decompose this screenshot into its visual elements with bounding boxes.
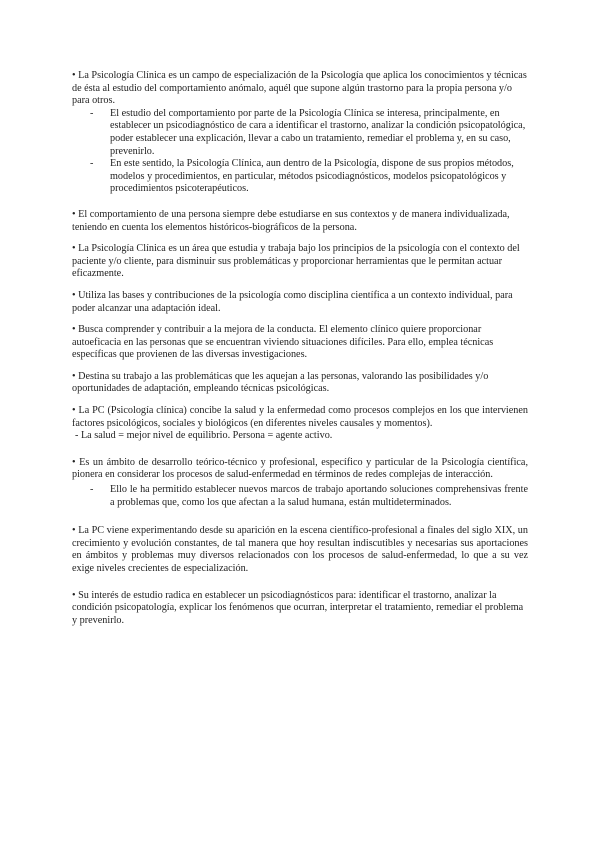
paragraph-3 [72, 243, 528, 281]
list-item-text: En este sentido, la Psicología Clínica, aun dentro de la Psicología, dispone de sus propios métodos, modelos y procedimientos, en particular, métodos psicodiagnósticos, modelos psicopatológicos y procedimientos psicoterapéuticos. [110, 158, 514, 195]
paragraph-text: • Destina su trabajo a las problemáticas que les aquejan a las personas, valorando las posibilidades y/o oportunidades de adaptación, empleando técnicas psicológicas. [72, 370, 489, 395]
paragraph-subline: - La salud = mejor nivel de equilibrio. Persona = agente activo. [75, 430, 333, 442]
dash-marker: - [90, 107, 94, 119]
paragraph-4 [72, 290, 528, 315]
paragraph-10 [72, 590, 528, 628]
paragraph-9 [72, 525, 528, 575]
list-item [72, 484, 528, 509]
sublist-2 [72, 484, 528, 509]
paragraph-text: • Busca comprender y contribuir a la mejora de la conducta. El elemento clínico quiere proporcionar autoeficacia en las personas que se encuentran viviendo situaciones difíciles. Para ello, emplea técnicas específicas que provienen de las diversas investigaciones. [72, 324, 494, 361]
paragraph-text: • Es un ámbito de desarrollo teórico-técnico y profesional, específico y particular de la Psicología científica, pionera en considerar los procesos de salud-enfermedad en términos de redes complejas de interacción. [72, 456, 528, 481]
paragraph-text: • La Psicología Clínica es un campo de especialización de la Psicología que aplica los conocimientos y técnicas de ésta al estudio del comportamiento anómalo, aquél que supone algún trastorno para la propia persona y/o para otros. [72, 70, 527, 107]
dash-marker: - [90, 484, 94, 496]
paragraph-1 [72, 70, 528, 108]
paragraph-8 [72, 457, 528, 482]
paragraph-text: • La PC viene experimentando desde su aparición en la escena científico-profesional a finales del siglo XIX, un crecimiento y evolución constantes, de tal manera que hoy resultan indiscutibles y necesarias sus aportaciones en ámbitos y problemas muy diversos relacionados con los procesos de salud-enfermedad, lo que a su vez exige niveles crecientes de especialización. [72, 525, 528, 574]
document-content [72, 70, 528, 636]
paragraph-text: • La PC (Psicología clínica) concibe la salud y la enfermedad como procesos complejos en los que intervienen factores psicológicos, sociales y biológicos (en diferentes niveles causales y momentos). [72, 405, 528, 429]
paragraph-7 [72, 405, 528, 443]
paragraph-text: • El comportamiento de una persona siempre debe estudiarse en sus contextos y de manera individualizada, teniendo en cuenta los elementos históricos-biográficos de la persona. [72, 208, 510, 233]
sublist-1 [72, 108, 528, 196]
paragraph-text: • Utiliza las bases y contribuciones de la psicología como disciplina científica a un contexto individual, para poder alcanzar una adaptación ideal. [72, 289, 513, 314]
list-item [72, 158, 528, 196]
dash-marker: - [90, 158, 94, 170]
paragraph-6 [72, 371, 528, 396]
paragraph-2 [72, 209, 528, 234]
paragraph-text: • La Psicología Clínica es un área que estudia y trabaja bajo los principios de la psicología con el contexto del paciente y/o cliente, para disminuir sus problemáticas y proporcionar herramientas que le permitan actuar eficazmente. [72, 243, 520, 280]
paragraph-text: • Su interés de estudio radica en establecer un psicodiagnósticos para: identificar el trastorno, analizar la condición psicopatología, explicar los fenómenos que ocurran, interpretar el tratamiento, remediar el problema y prevenirlo. [72, 589, 524, 626]
list-item-text: El estudio del comportamiento por parte de la Psicología Clínica se interesa, principalmente, en establecer un psicodiagnóstico de cara a identificar el trastorno, analizar la condición psicopatológica, poder establecer una explicación, llevar a cabo un tratamiento, remediar el problema y, en su caso, prevenirlo. [110, 107, 526, 157]
list-item-text: Ello le ha permitido establecer nuevos marcos de trabajo aportando soluciones comprehensivas frente a problemas que, como los que afectan a la salud humana, están multideterminados. [110, 484, 528, 508]
list-item [72, 108, 528, 158]
paragraph-5 [72, 324, 528, 362]
